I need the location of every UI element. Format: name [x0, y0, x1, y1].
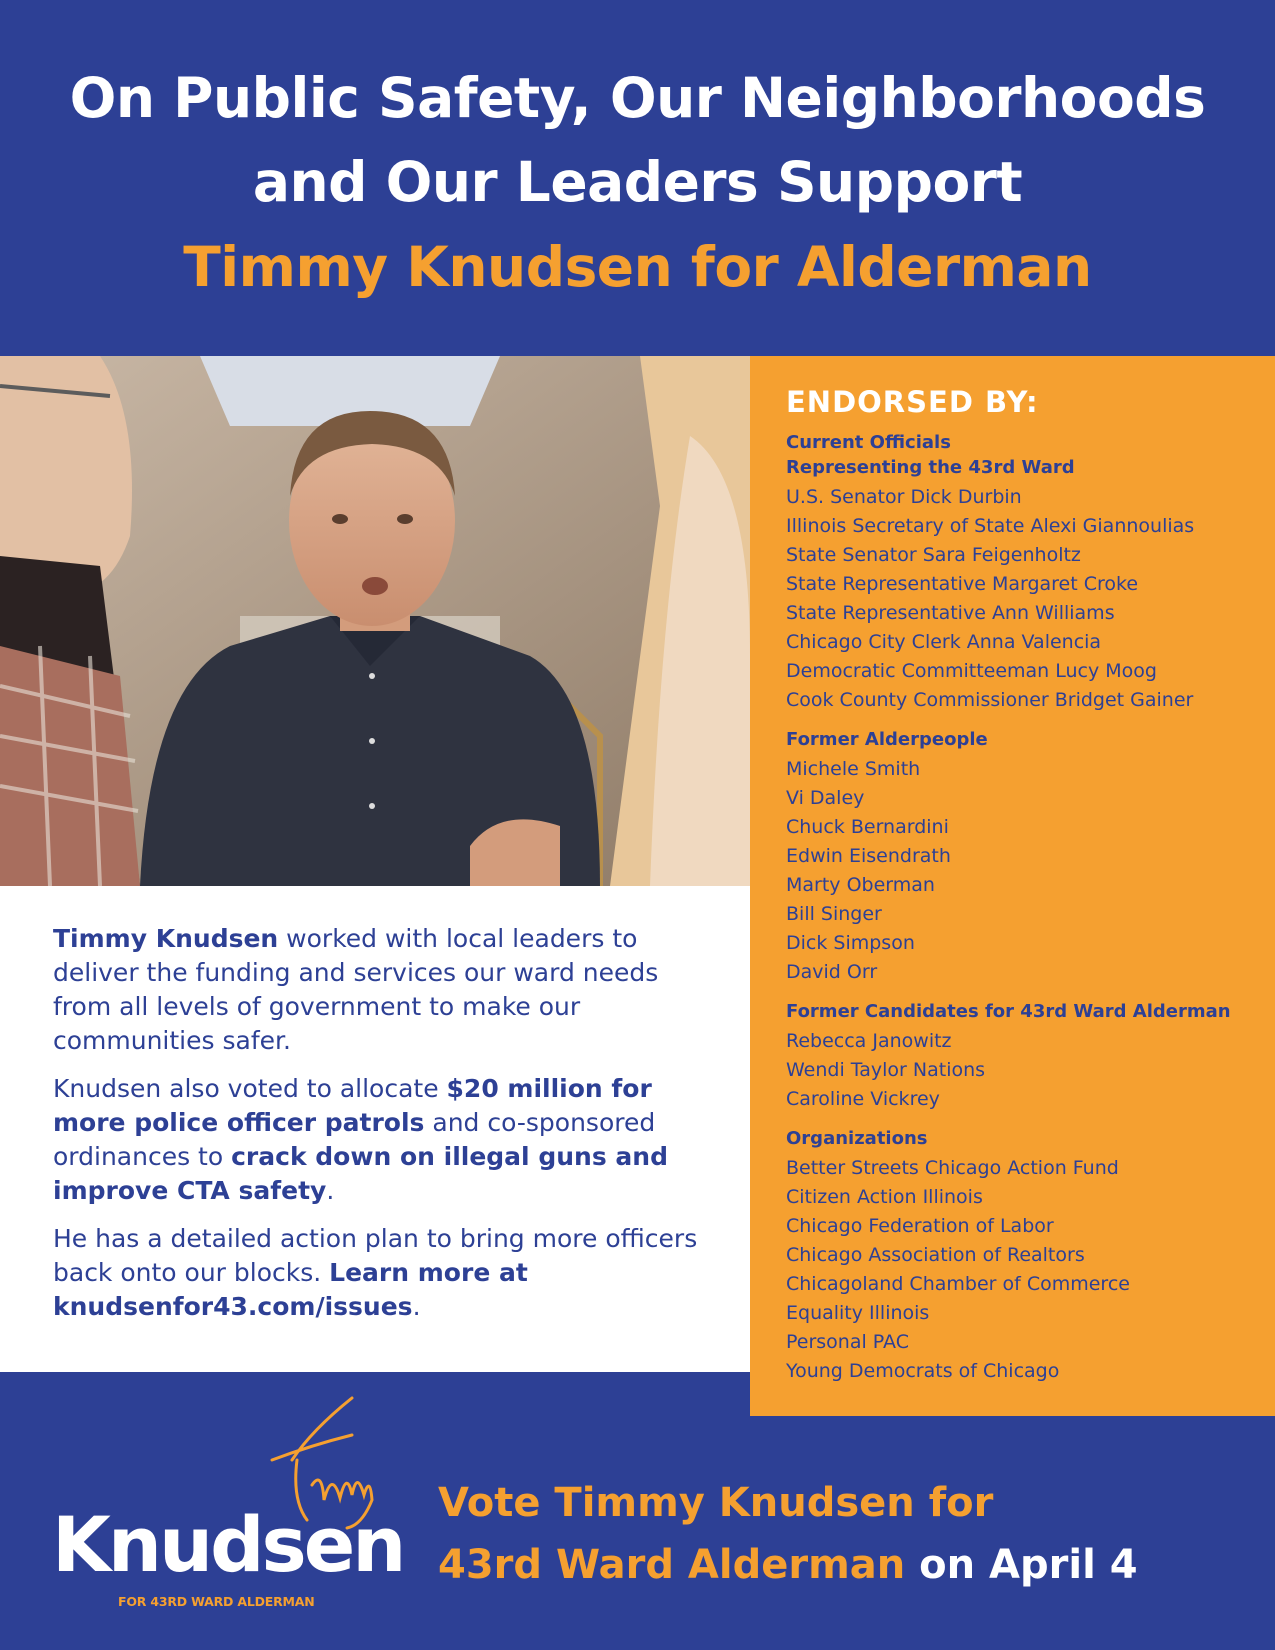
body-paragraph-2-text-a: Knudsen also voted to allocate [53, 1074, 447, 1103]
endorser-item: U.S. Senator Dick Durbin [786, 486, 1022, 508]
endorser-item: Personal PAC [786, 1331, 909, 1353]
body-paragraph-3-text-c: . [412, 1292, 421, 1321]
body-text-panel [0, 886, 750, 1372]
endorser-item: Chuck Bernardini [786, 816, 949, 838]
endorser-item: Edwin Eisendrath [786, 845, 951, 867]
endorser-item: Rebecca Janowitz [786, 1030, 952, 1052]
endorsement-group-heading: Organizations [786, 1128, 928, 1149]
candidate-name-bold: Timmy Knudsen [53, 924, 279, 953]
headline-line-1: On Public Safety, Our Neighborhoods [69, 66, 1206, 130]
headline-candidate: Timmy Knudsen for Alderman [183, 235, 1092, 299]
cta-line-2-date: on April 4 [905, 1542, 1138, 1588]
endorser-item: Cook County Commissioner Bridget Gainer [786, 689, 1194, 711]
body-paragraph-2-text-c: and co-sponsored ordinances to [53, 1108, 656, 1171]
endorsement-list [786, 1027, 1256, 1114]
endorser-item: Illinois Secretary of State Alexi Giannoulias [786, 515, 1195, 537]
endorser-item: Michele Smith [786, 758, 921, 780]
endorser-item: Chicago Association of Realtors [786, 1244, 1085, 1266]
endorsement-list [786, 483, 1256, 715]
endorser-item: Chicago Federation of Labor [786, 1215, 1054, 1237]
candidate-photo [0, 356, 750, 886]
body-paragraph-3-text-a: He has a detailed action plan to bring more officers back onto our blocks. [53, 1224, 698, 1287]
vote-call-to-action [438, 1472, 1258, 1596]
campaign-logo [52, 1390, 404, 1630]
endorser-item: Better Streets Chicago Action Fund [786, 1157, 1119, 1179]
endorser-item: Dick Simpson [786, 932, 915, 954]
endorsement-list [786, 1154, 1256, 1386]
endorser-item: State Senator Sara Feigenholtz [786, 544, 1081, 566]
body-paragraph-1 [53, 922, 718, 1058]
endorser-item: Chicagoland Chamber of Commerce [786, 1273, 1130, 1295]
headline-line-2: and Our Leaders Support [252, 150, 1023, 214]
endorser-item: David Orr [786, 961, 878, 983]
endorsements-panel [750, 356, 1275, 1416]
body-paragraph-2-text-e: . [326, 1176, 335, 1205]
cta-line-1: Vote Timmy Knudsen for [438, 1480, 994, 1526]
endorsements-title: ENDORSED BY: [786, 385, 1039, 419]
endorser-item: State Representative Margaret Croke [786, 573, 1139, 595]
cta-line-2 [438, 1534, 1258, 1596]
endorser-item: Chicago City Clerk Anna Valencia [786, 631, 1102, 653]
endorsement-list [786, 755, 1256, 987]
logo-name: Knudsen [52, 1500, 404, 1589]
endorser-item: Equality Illinois [786, 1302, 930, 1324]
endorser-item: Citizen Action Illinois [786, 1186, 983, 1208]
footer-banner [0, 1372, 1275, 1650]
endorser-item: Bill Singer [786, 903, 882, 925]
logo-subtitle: FOR 43RD WARD ALDERMAN [118, 1594, 315, 1609]
endorser-item: Vi Daley [786, 787, 865, 809]
endorser-item: Wendi Taylor Nations [786, 1059, 986, 1081]
body-paragraph-1-text: worked with local leaders to deliver the funding and services our ward needs from all levels of government to make our communities safer. [53, 924, 659, 1055]
endorser-item: Young Democrats of Chicago [786, 1360, 1060, 1382]
endorser-item: State Representative Ann Williams [786, 602, 1115, 624]
body-paragraph-3 [53, 1222, 718, 1324]
police-funding-highlight: $20 million for more police officer patrols [53, 1074, 652, 1137]
header-banner [0, 0, 1275, 356]
learn-more-link[interactable]: Learn more at knudsenfor43.com/issues [53, 1258, 528, 1321]
guns-cta-highlight: crack down on illegal guns and improve CTA safety [53, 1142, 668, 1205]
endorser-item: Caroline Vickrey [786, 1088, 940, 1110]
endorsement-group-heading: Former Alderpeople [786, 729, 988, 750]
endorsement-group-heading: Former Candidates for 43rd Ward Alderman [786, 1001, 1231, 1022]
body-paragraph-2 [53, 1072, 718, 1208]
endorser-item: Marty Oberman [786, 874, 935, 896]
endorsement-group-heading: Current Officials Representing the 43rd Ward [786, 432, 1075, 478]
cta-line-2-orange: 43rd Ward Alderman [438, 1542, 906, 1588]
endorser-item: Democratic Committeeman Lucy Moog [786, 660, 1157, 682]
